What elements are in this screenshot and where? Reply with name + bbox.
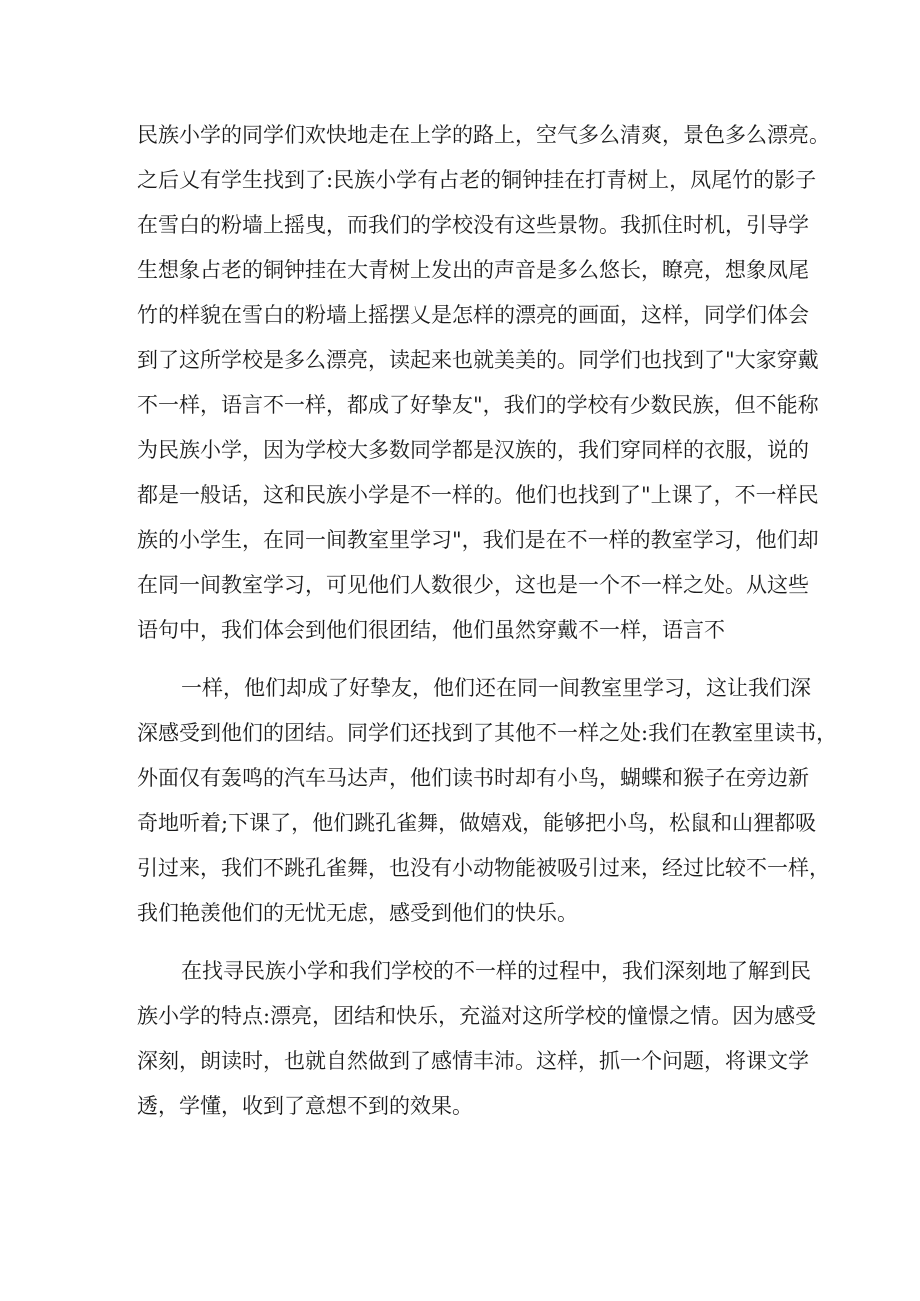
text-line: 引过来，我们不跳孔雀舞，也没有小动物能被吸引过来，经过比较不一样， — [137, 856, 830, 880]
paragraph-spacer — [137, 653, 797, 666]
text-line: 都是一般话，这和民族小学是不一样的。他们也找到了"上课了，不一样民 — [137, 483, 819, 507]
text-line: 在雪白的粉墙上摇曳，而我们的学校没有这些景物。我抓住时机，引导学 — [137, 213, 809, 237]
paragraph-spacer — [137, 936, 797, 949]
text-line: 族小学的特点:漂亮，团结和快乐，充溢对这所学校的憧憬之情。因为感受 — [137, 1004, 817, 1028]
text-line: 为民族小学，因为学校大多数同学都是汉族的，我们穿同样的衣服，说的 — [137, 438, 809, 462]
text-line: 族的小学生，在同一间教室里学习"，我们是在不一样的教室学习，他们却 — [137, 528, 819, 552]
text-line: 之后乂有学生找到了:民族小学有占老的铜钟挂在打青树上，凤尾竹的影子 — [137, 168, 817, 192]
text-line: 透，学懂，收到了意想不到的效果。 — [137, 1094, 473, 1118]
paragraph-3 — [137, 949, 817, 1129]
text-line: 外面仅有轰鸣的汽车马达声，他们读书时却有小鸟，蝴蝶和猴子在旁边新 — [137, 766, 809, 790]
paragraph-2 — [137, 666, 838, 936]
text-line: 深刻，朗读时，也就自然做到了感情丰沛。这样，抓一个问题，将课文学 — [137, 1049, 809, 1073]
text-line: 民族小学的同学们欢快地走在上学的路上，空气多么清爽，景色多么漂亮。 — [137, 123, 830, 147]
text-line: 到了这所学校是多么漂亮，读起来也就美美的。同学们也找到了"大家穿戴 — [137, 348, 819, 372]
text-line: 深感受到他们的团结。同学们还找到了其他不一样之处:我们在教室里读书， — [137, 721, 838, 745]
document-body — [137, 113, 838, 1129]
text-line: 生想象占老的铜钟挂在大青树上发出的声音是多么悠长，瞭亮，想象凤尾 — [137, 258, 809, 282]
text-line: 不一样，语言不一样，都成了好挚友"，我们的学校有少数民族，但不能称 — [137, 393, 819, 417]
paragraph-1 — [137, 113, 830, 653]
text-line: 在找寻民族小学和我们学校的不一样的过程中，我们深刻地了解到民 — [181, 959, 811, 983]
text-line: 在同一间教室学习，可见他们人数很少，这也是一个不一样之处。从这些 — [137, 573, 809, 597]
text-line: 语句中，我们体会到他们很团结，他们虽然穿戴不一样，语言不 — [137, 618, 725, 642]
text-line: 奇地听着;下课了，他们跳孔雀舞，做嬉戏，能够把小鸟，松鼠和山狸都吸 — [137, 811, 817, 835]
text-line: 竹的样貌在雪白的粉墙上摇摆乂是怎样的漂亮的画面，这样，同学们体会 — [137, 303, 809, 327]
text-line: 我们艳羡他们的无忧无虑，感受到他们的快乐。 — [137, 901, 578, 925]
text-line: 一样，他们却成了好挚友，他们还在同一间教室里学习，这让我们深 — [181, 676, 811, 700]
